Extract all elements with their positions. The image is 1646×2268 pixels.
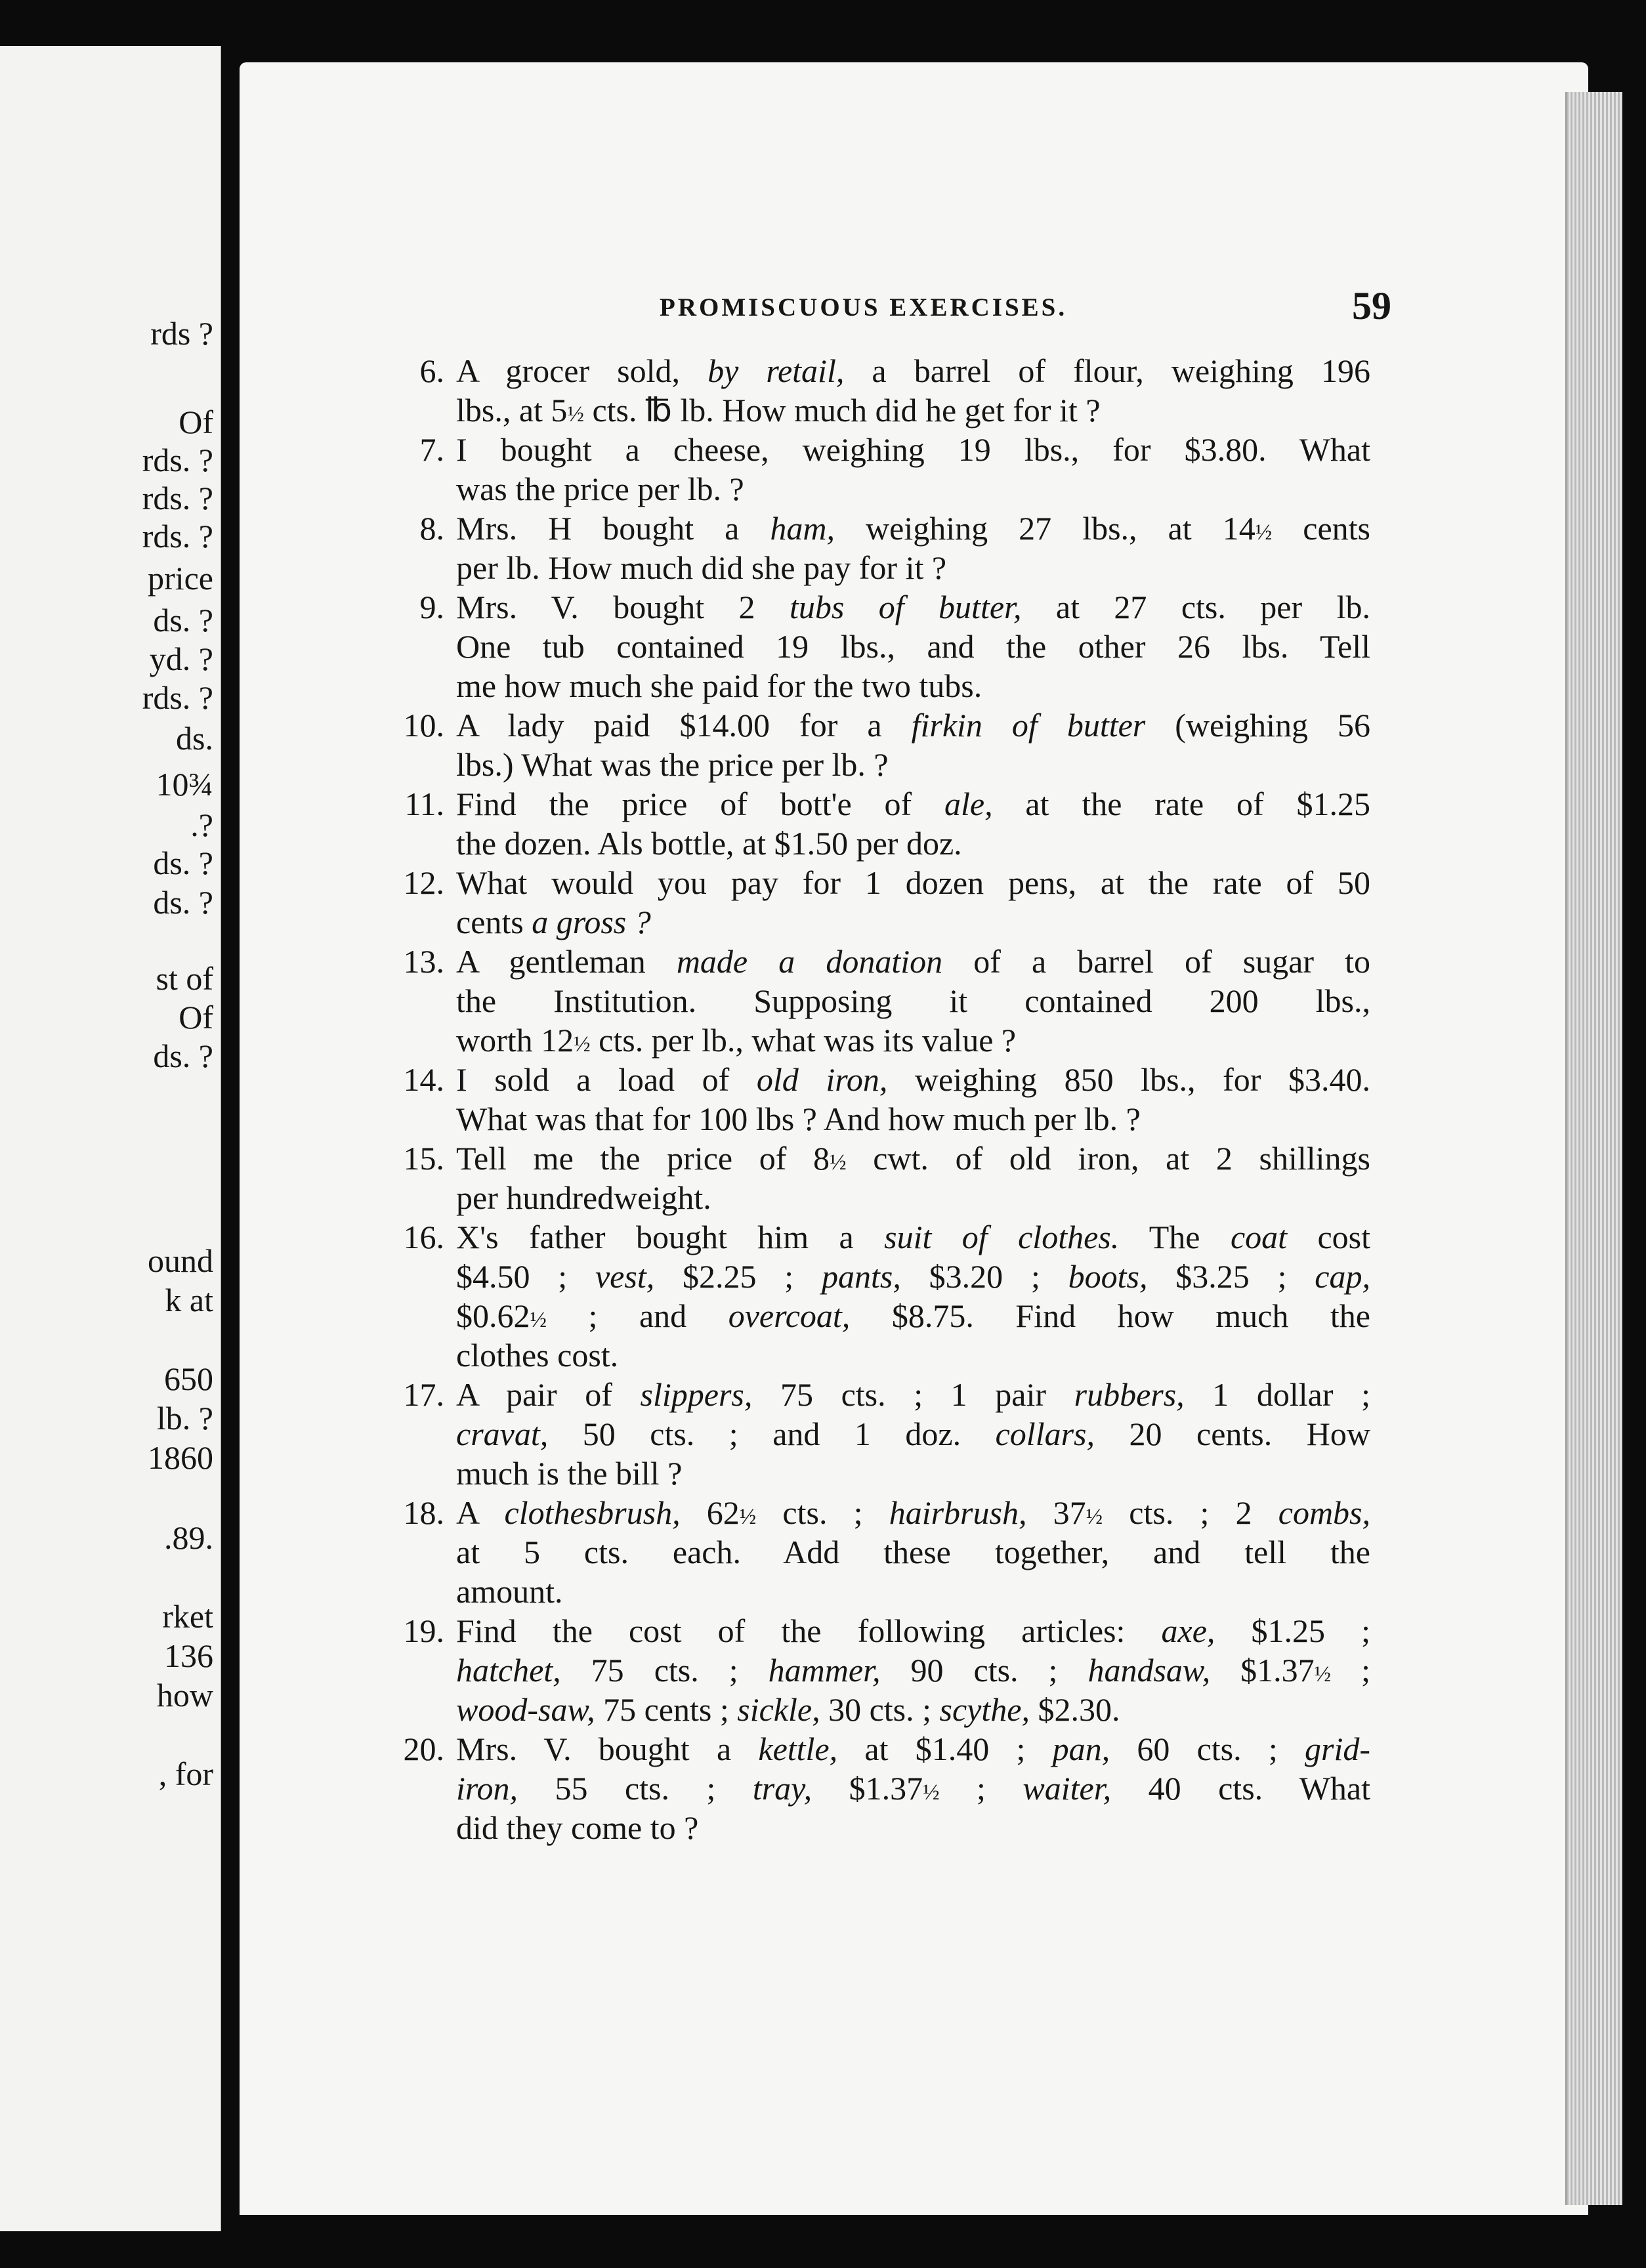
text-line — [456, 1690, 1370, 1729]
exercise-number: 20. — [403, 1731, 444, 1767]
text-run: $2.30. — [1029, 1691, 1120, 1728]
text-run: lbs.) What was the price per lb. ? — [456, 746, 889, 783]
text-run: 37 — [1026, 1494, 1086, 1531]
text-line — [456, 1335, 1370, 1375]
left-page-fragment: ds. ? — [153, 1038, 213, 1074]
running-head: PROMISCUOUS EXERCISES. — [660, 293, 1068, 322]
text-run: Find the price of bott'e of — [456, 786, 944, 822]
exercise-text — [456, 430, 1370, 509]
exercise-text — [456, 1493, 1370, 1611]
text-run: cwt. of old iron, at 2 shillings — [846, 1140, 1370, 1177]
text-line — [456, 469, 1370, 509]
text-line — [456, 1572, 1370, 1611]
exercise-item — [374, 1375, 1370, 1493]
exercise-text — [456, 1375, 1370, 1493]
text-run: A lady paid $14.00 for a — [456, 707, 912, 744]
text-run: (weighing 56 — [1145, 707, 1371, 744]
exercise-number: 10. — [403, 707, 444, 744]
text-run: clothes cost. — [456, 1337, 619, 1374]
left-page-fragment: 1860 — [148, 1439, 213, 1476]
text-run: 75 cts. ; 1 pair — [752, 1376, 1074, 1413]
italic-term: a gross ? — [532, 904, 651, 940]
page-edges — [1565, 92, 1622, 2205]
text-line — [456, 1217, 1370, 1257]
exercise-number: 7. — [419, 431, 444, 468]
fraction: ½ — [739, 1505, 757, 1529]
fraction: ½ — [574, 1032, 591, 1057]
text-run: 20 cents. How — [1095, 1416, 1370, 1452]
text-line — [456, 390, 1370, 430]
exercise-item — [374, 430, 1370, 509]
text-run: the Institution. Supposing it contained 200 lbs., — [456, 982, 1370, 1019]
italic-term: rubbers, — [1074, 1376, 1185, 1413]
text-line — [456, 1020, 1370, 1060]
text-run: What would you pay for 1 dozen pens, at the rate of 50 — [456, 864, 1370, 901]
left-page-fragment: yd. ? — [149, 640, 213, 677]
italic-term: hairbrush, — [889, 1494, 1027, 1531]
text-line — [456, 863, 1370, 902]
text-run: $4.50 ; — [456, 1258, 595, 1295]
exercise-number: 11. — [404, 786, 444, 822]
text-run: at $1.40 ; — [837, 1731, 1053, 1767]
text-run: a barrel of flour, weighing 196 — [844, 352, 1370, 389]
italic-term: clothesbrush, — [504, 1494, 681, 1531]
italic-term: slippers, — [640, 1376, 753, 1413]
text-line — [456, 1414, 1370, 1454]
italic-term: combs, — [1278, 1494, 1371, 1531]
text-run: did they come to ? — [456, 1809, 699, 1846]
exercise-number: 6. — [419, 352, 444, 389]
exercise-text — [456, 1729, 1370, 1847]
left-page-fragment: , for — [158, 1755, 213, 1792]
text-line — [456, 1257, 1370, 1296]
text-run: 30 cts. ; — [820, 1691, 940, 1728]
left-page-fragment: 10¾ — [156, 766, 213, 803]
text-line — [456, 745, 1370, 784]
left-page-fragment: rds. ? — [142, 679, 213, 716]
italic-term: boots, — [1068, 1258, 1148, 1295]
text-run: $1.37 — [1210, 1652, 1315, 1689]
exercise-number: 15. — [403, 1140, 444, 1177]
italic-term: waiter, — [1023, 1770, 1112, 1807]
text-run: $3.20 ; — [900, 1258, 1068, 1295]
exercise-number: 18. — [403, 1494, 444, 1531]
text-line — [456, 1493, 1370, 1532]
exercise-text — [456, 784, 1370, 863]
fraction: ½ — [1255, 520, 1273, 545]
italic-term: kettle, — [758, 1731, 838, 1767]
exercise-number: 14. — [403, 1061, 444, 1098]
text-line — [456, 430, 1370, 469]
text-run: cents — [1272, 510, 1370, 547]
text-line — [456, 824, 1370, 863]
fraction: ½ — [530, 1308, 547, 1332]
fraction: ½ — [1086, 1505, 1103, 1529]
text-line — [456, 587, 1370, 627]
italic-term: axe, — [1161, 1612, 1215, 1649]
exercise-item — [374, 1060, 1370, 1139]
text-line — [456, 1729, 1370, 1769]
exercise-text — [456, 1060, 1370, 1139]
text-run: $0.62 — [456, 1297, 530, 1334]
exercise-item — [374, 1217, 1370, 1375]
text-run: Tell me the price of 8 — [456, 1140, 830, 1177]
exercise-number: 9. — [419, 589, 444, 625]
text-run: cts. per lb., what was its value ? — [590, 1022, 1017, 1059]
exercise-item — [374, 509, 1370, 587]
text-line — [456, 1808, 1370, 1847]
italic-term: pants, — [822, 1258, 901, 1295]
text-run: A pair of — [456, 1376, 641, 1413]
fraction: ½ — [923, 1780, 940, 1805]
previous-page — [0, 46, 221, 2231]
text-line — [456, 1532, 1370, 1572]
text-run: weighing 850 lbs., for $3.40. — [887, 1061, 1371, 1098]
text-run: the dozen. Als bottle, at $1.50 per doz. — [456, 825, 962, 862]
text-line — [456, 1650, 1370, 1690]
exercise-item — [374, 351, 1370, 430]
text-run: 50 cts. ; and 1 doz. — [548, 1416, 996, 1452]
italic-term: cravat, — [456, 1416, 549, 1452]
text-line — [456, 942, 1370, 981]
left-page-fragment: rds. ? — [142, 442, 213, 478]
italic-term: grid- — [1305, 1731, 1370, 1767]
text-line — [456, 627, 1370, 666]
text-run: ; — [939, 1770, 1023, 1807]
italic-term: by retail, — [707, 352, 845, 389]
exercise-text — [456, 1217, 1370, 1375]
left-page-fragment: rds ? — [150, 315, 213, 352]
text-line — [456, 1060, 1370, 1099]
left-page-fragment: lb. ? — [156, 1400, 213, 1437]
text-run: at the rate of $1.25 — [992, 786, 1371, 822]
exercise-text — [456, 863, 1370, 942]
exercise-item — [374, 784, 1370, 863]
text-line — [456, 1139, 1370, 1178]
italic-term: tray, — [752, 1770, 812, 1807]
text-run: 90 cts. ; — [880, 1652, 1088, 1689]
text-run: Mrs. H bought a — [456, 510, 770, 547]
text-run: cts. ; — [756, 1494, 889, 1531]
text-run: amount. — [456, 1573, 563, 1610]
left-page-fragment: ound — [148, 1242, 213, 1279]
text-line — [456, 1296, 1370, 1335]
exercise-number: 19. — [403, 1612, 444, 1649]
exercise-item — [374, 1729, 1370, 1847]
text-run: worth 12 — [456, 1022, 574, 1059]
italic-term: vest, — [595, 1258, 655, 1295]
text-run: $8.75. Find how much the — [850, 1297, 1370, 1334]
text-line — [456, 351, 1370, 390]
exercise-text — [456, 1139, 1370, 1217]
left-page-fragment: 136 — [164, 1637, 213, 1674]
italic-term: sickle, — [737, 1691, 820, 1728]
text-run: One tub contained 19 lbs., and the other 26 lbs. Tell — [456, 628, 1370, 665]
text-run: weighing 27 lbs., at 14 — [835, 510, 1256, 547]
text-run: of a barrel of sugar to — [942, 943, 1370, 980]
exercise-list — [374, 351, 1370, 1847]
exercise-item — [374, 705, 1370, 784]
exercise-item — [374, 1611, 1370, 1729]
text-run: Mrs. V. bought 2 — [456, 589, 790, 625]
italic-term: ale, — [944, 786, 993, 822]
text-run: I sold a load of — [456, 1061, 757, 1098]
italic-term: hatchet, — [456, 1652, 561, 1689]
exercise-text — [456, 509, 1370, 587]
exercise-text — [456, 351, 1370, 430]
text-run: per lb. How much did she pay for it ? — [456, 549, 947, 586]
fraction: ½ — [567, 402, 584, 427]
exercise-number: 8. — [419, 510, 444, 547]
exercise-number: 17. — [403, 1376, 444, 1413]
text-run: at 5 cts. each. Add these together, and tell the — [456, 1534, 1370, 1570]
left-page-fragment: rds. ? — [142, 480, 213, 516]
text-run: me how much she paid for the two tubs. — [456, 667, 982, 704]
text-run: much is the bill ? — [456, 1455, 683, 1492]
text-run: 75 cents ; — [595, 1691, 738, 1728]
text-line — [456, 666, 1370, 705]
text-line — [456, 548, 1370, 587]
text-run: The — [1119, 1219, 1231, 1255]
text-line — [456, 902, 1370, 942]
left-page-fragment: st of — [156, 960, 213, 997]
left-page-fragment: ds. ? — [153, 884, 213, 921]
exercise-text — [456, 587, 1370, 705]
text-line — [456, 1454, 1370, 1493]
text-line — [456, 1769, 1370, 1808]
exercise-number: 16. — [403, 1219, 444, 1255]
italic-term: wood-saw, — [456, 1691, 595, 1728]
exercise-item — [374, 587, 1370, 705]
left-page-fragment: ds. — [176, 720, 213, 757]
italic-term: pan, — [1052, 1731, 1110, 1767]
exercise-item — [374, 1493, 1370, 1611]
text-line — [456, 509, 1370, 548]
exercise-text — [456, 1611, 1370, 1729]
text-run: 55 cts. ; — [518, 1770, 753, 1807]
left-page-fragment: price — [148, 560, 213, 597]
page-number: 59 — [1352, 284, 1391, 327]
text-run: What was that for 100 lbs ? And how much per lb. ? — [456, 1101, 1141, 1137]
italic-term: scythe, — [939, 1691, 1030, 1728]
fraction: ½ — [830, 1150, 847, 1175]
text-run: $1.37 — [812, 1770, 923, 1807]
text-run: A — [456, 1494, 505, 1531]
text-run: ; and — [547, 1297, 728, 1334]
text-run: I bought a cheese, weighing 19 lbs., for $3.80. What — [456, 431, 1370, 468]
left-page-fragment: 650 — [164, 1360, 213, 1397]
text-line — [456, 1611, 1370, 1650]
text-run: cts. ; 2 — [1103, 1494, 1278, 1531]
exercise-item — [374, 942, 1370, 1060]
text-run: cost — [1287, 1219, 1370, 1255]
italic-term: ham, — [770, 510, 835, 547]
text-run: at 27 cts. per lb. — [1021, 589, 1370, 625]
left-page-fragment: ds. ? — [153, 845, 213, 881]
text-line — [456, 705, 1370, 745]
italic-term: suit of clothes. — [884, 1219, 1120, 1255]
italic-term: handsaw, — [1087, 1652, 1211, 1689]
italic-term: hammer, — [768, 1652, 881, 1689]
text-run: $1.25 ; — [1215, 1612, 1370, 1649]
text-line — [456, 1178, 1370, 1217]
exercise-number: 12. — [403, 864, 444, 901]
left-page-fragment: Of — [179, 404, 213, 440]
left-page-fragment: rds. ? — [142, 518, 213, 555]
text-run: ; — [1331, 1652, 1370, 1689]
text-line — [456, 981, 1370, 1020]
italic-term: overcoat, — [728, 1297, 851, 1334]
left-page-fragment: Of — [179, 999, 213, 1036]
text-run: per hundredweight. — [456, 1179, 711, 1216]
italic-term: old iron, — [756, 1061, 888, 1098]
text-run: A gentleman — [456, 943, 677, 980]
text-run: $3.25 ; — [1147, 1258, 1315, 1295]
italic-term: made a donation — [676, 943, 943, 980]
text-run: A grocer sold, — [456, 352, 708, 389]
left-page-fragment: ds. ? — [153, 602, 213, 639]
text-run: 1 dollar ; — [1184, 1376, 1370, 1413]
page-header — [660, 284, 1391, 329]
fraction: ½ — [1314, 1662, 1332, 1687]
text-run: cents — [456, 904, 532, 940]
italic-term: cap, — [1315, 1258, 1370, 1295]
left-page-fragment: .? — [190, 807, 213, 843]
text-run: cts. ℔ lb. How much did he get for it ? — [583, 392, 1101, 429]
left-page-fragment: rket — [162, 1598, 213, 1635]
exercise-text — [456, 942, 1370, 1060]
text-run: 75 cts. ; — [560, 1652, 769, 1689]
text-run: lbs., at 5 — [456, 392, 568, 429]
italic-term: collars, — [995, 1416, 1095, 1452]
text-line — [456, 1099, 1370, 1139]
text-run: Mrs. V. bought a — [456, 1731, 759, 1767]
left-page-fragment: k at — [165, 1282, 213, 1318]
italic-term: firkin of butter — [911, 707, 1146, 744]
left-page-fragment: how — [156, 1677, 213, 1713]
left-page-fragment: .89. — [164, 1519, 213, 1556]
text-run: $2.25 ; — [654, 1258, 822, 1295]
exercise-item — [374, 1139, 1370, 1217]
italic-term: iron, — [456, 1770, 518, 1807]
text-run: was the price per lb. ? — [456, 471, 744, 507]
text-run: 60 cts. ; — [1110, 1731, 1305, 1767]
text-run: 62 — [680, 1494, 740, 1531]
text-run: 40 cts. What — [1111, 1770, 1370, 1807]
text-line — [456, 1375, 1370, 1414]
italic-term: tubs of butter, — [789, 589, 1022, 625]
italic-term: coat — [1230, 1219, 1288, 1255]
text-run: Find the cost of the following articles: — [456, 1612, 1162, 1649]
exercise-text — [456, 705, 1370, 784]
exercise-number: 13. — [403, 943, 444, 980]
text-run: X's father bought him a — [456, 1219, 885, 1255]
text-line — [456, 784, 1370, 824]
exercise-item — [374, 863, 1370, 942]
